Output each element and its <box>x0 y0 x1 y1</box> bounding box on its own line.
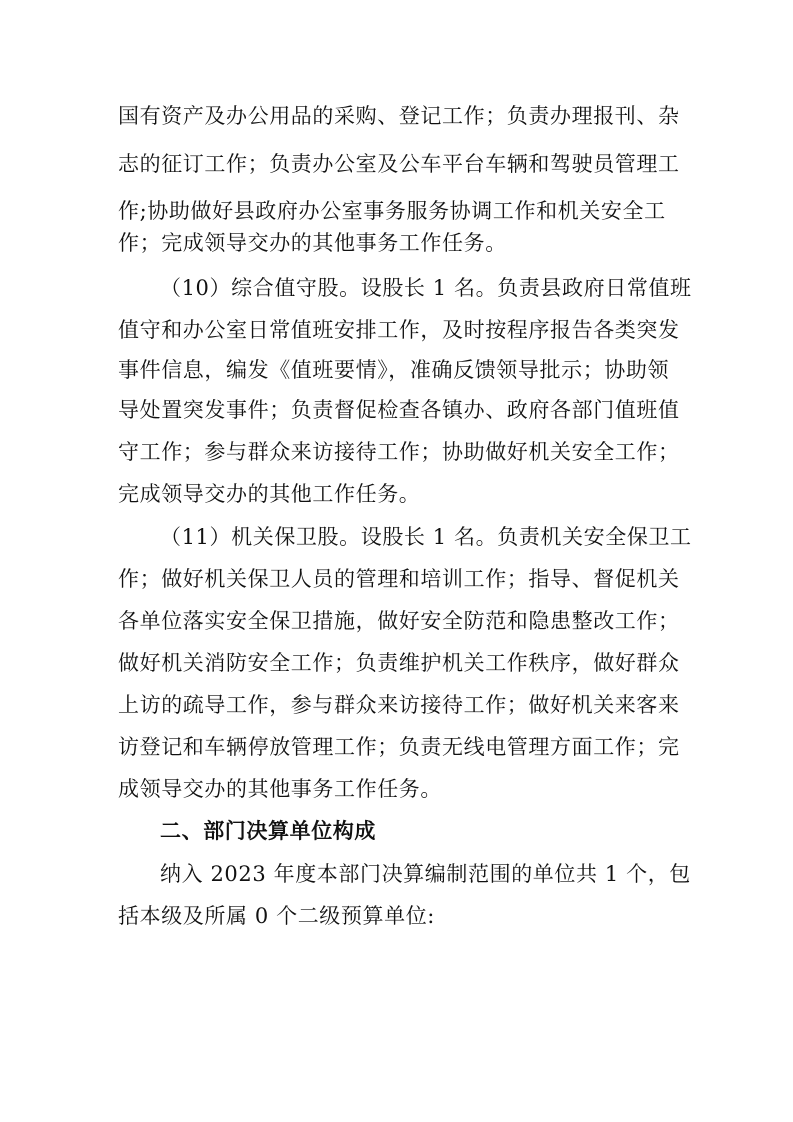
section-heading: 二、部门决算单位构成 <box>160 819 376 843</box>
section-11-first-line: （11）机关保卫股。设股长 1 名。负责机关安全保卫工 <box>160 525 692 549</box>
paragraph-line: 作；完成领导交办的其他事务工作任务。 <box>118 231 507 255</box>
paragraph-line: 事件信息，编发《值班要情》，准确反馈领导批示；协助领 <box>118 358 670 382</box>
paragraph-line: 作;协助做好县政府办公室事务服务协调工作和机关安全工 <box>118 199 666 223</box>
paragraph-line: 完成领导交办的其他工作任务。 <box>118 482 421 506</box>
paragraph-line: 作；做好机关保卫人员的管理和培训工作；指导、督促机关 <box>118 567 680 591</box>
section-10-first-line: （10）综合值守股。设股长 1 名。负责县政府日常值班 <box>160 276 692 300</box>
paragraph-line: 访登记和车辆停放管理工作；负责无线电管理方面工作；完 <box>118 735 680 759</box>
paragraph-line: 导处置突发事件；负责督促检查各镇办、政府各部门值班值 <box>118 398 680 422</box>
paragraph-line: 国有资产及办公用品的采购、登记工作；负责办理报刊、杂 <box>118 104 680 128</box>
paragraph-line: 各单位落实安全保卫措施，做好安全防范和隐患整改工作； <box>118 609 680 633</box>
paragraph-line: 上访的疏导工作，参与群众来访接待工作；做好机关来客来 <box>118 693 680 717</box>
paragraph-line: 守工作；参与群众来访接待工作；协助做好机关安全工作； <box>118 440 680 464</box>
paragraph-first-line: 纳入 2023 年度本部门决算编制范围的单位共 1 个，包 <box>160 862 691 886</box>
paragraph-line: 成领导交办的其他事务工作任务。 <box>118 777 442 801</box>
paragraph-line: 做好机关消防安全工作；负责维护机关工作秩序，做好群众 <box>118 651 680 675</box>
paragraph-line: 值守和办公室日常值班安排工作，及时按程序报告各类突发 <box>118 318 680 342</box>
paragraph-line: 括本级及所属 0 个二级预算单位: <box>118 904 435 928</box>
paragraph-line: 志的征订工作；负责办公室及公车平台车辆和驾驶员管理工 <box>118 152 680 176</box>
